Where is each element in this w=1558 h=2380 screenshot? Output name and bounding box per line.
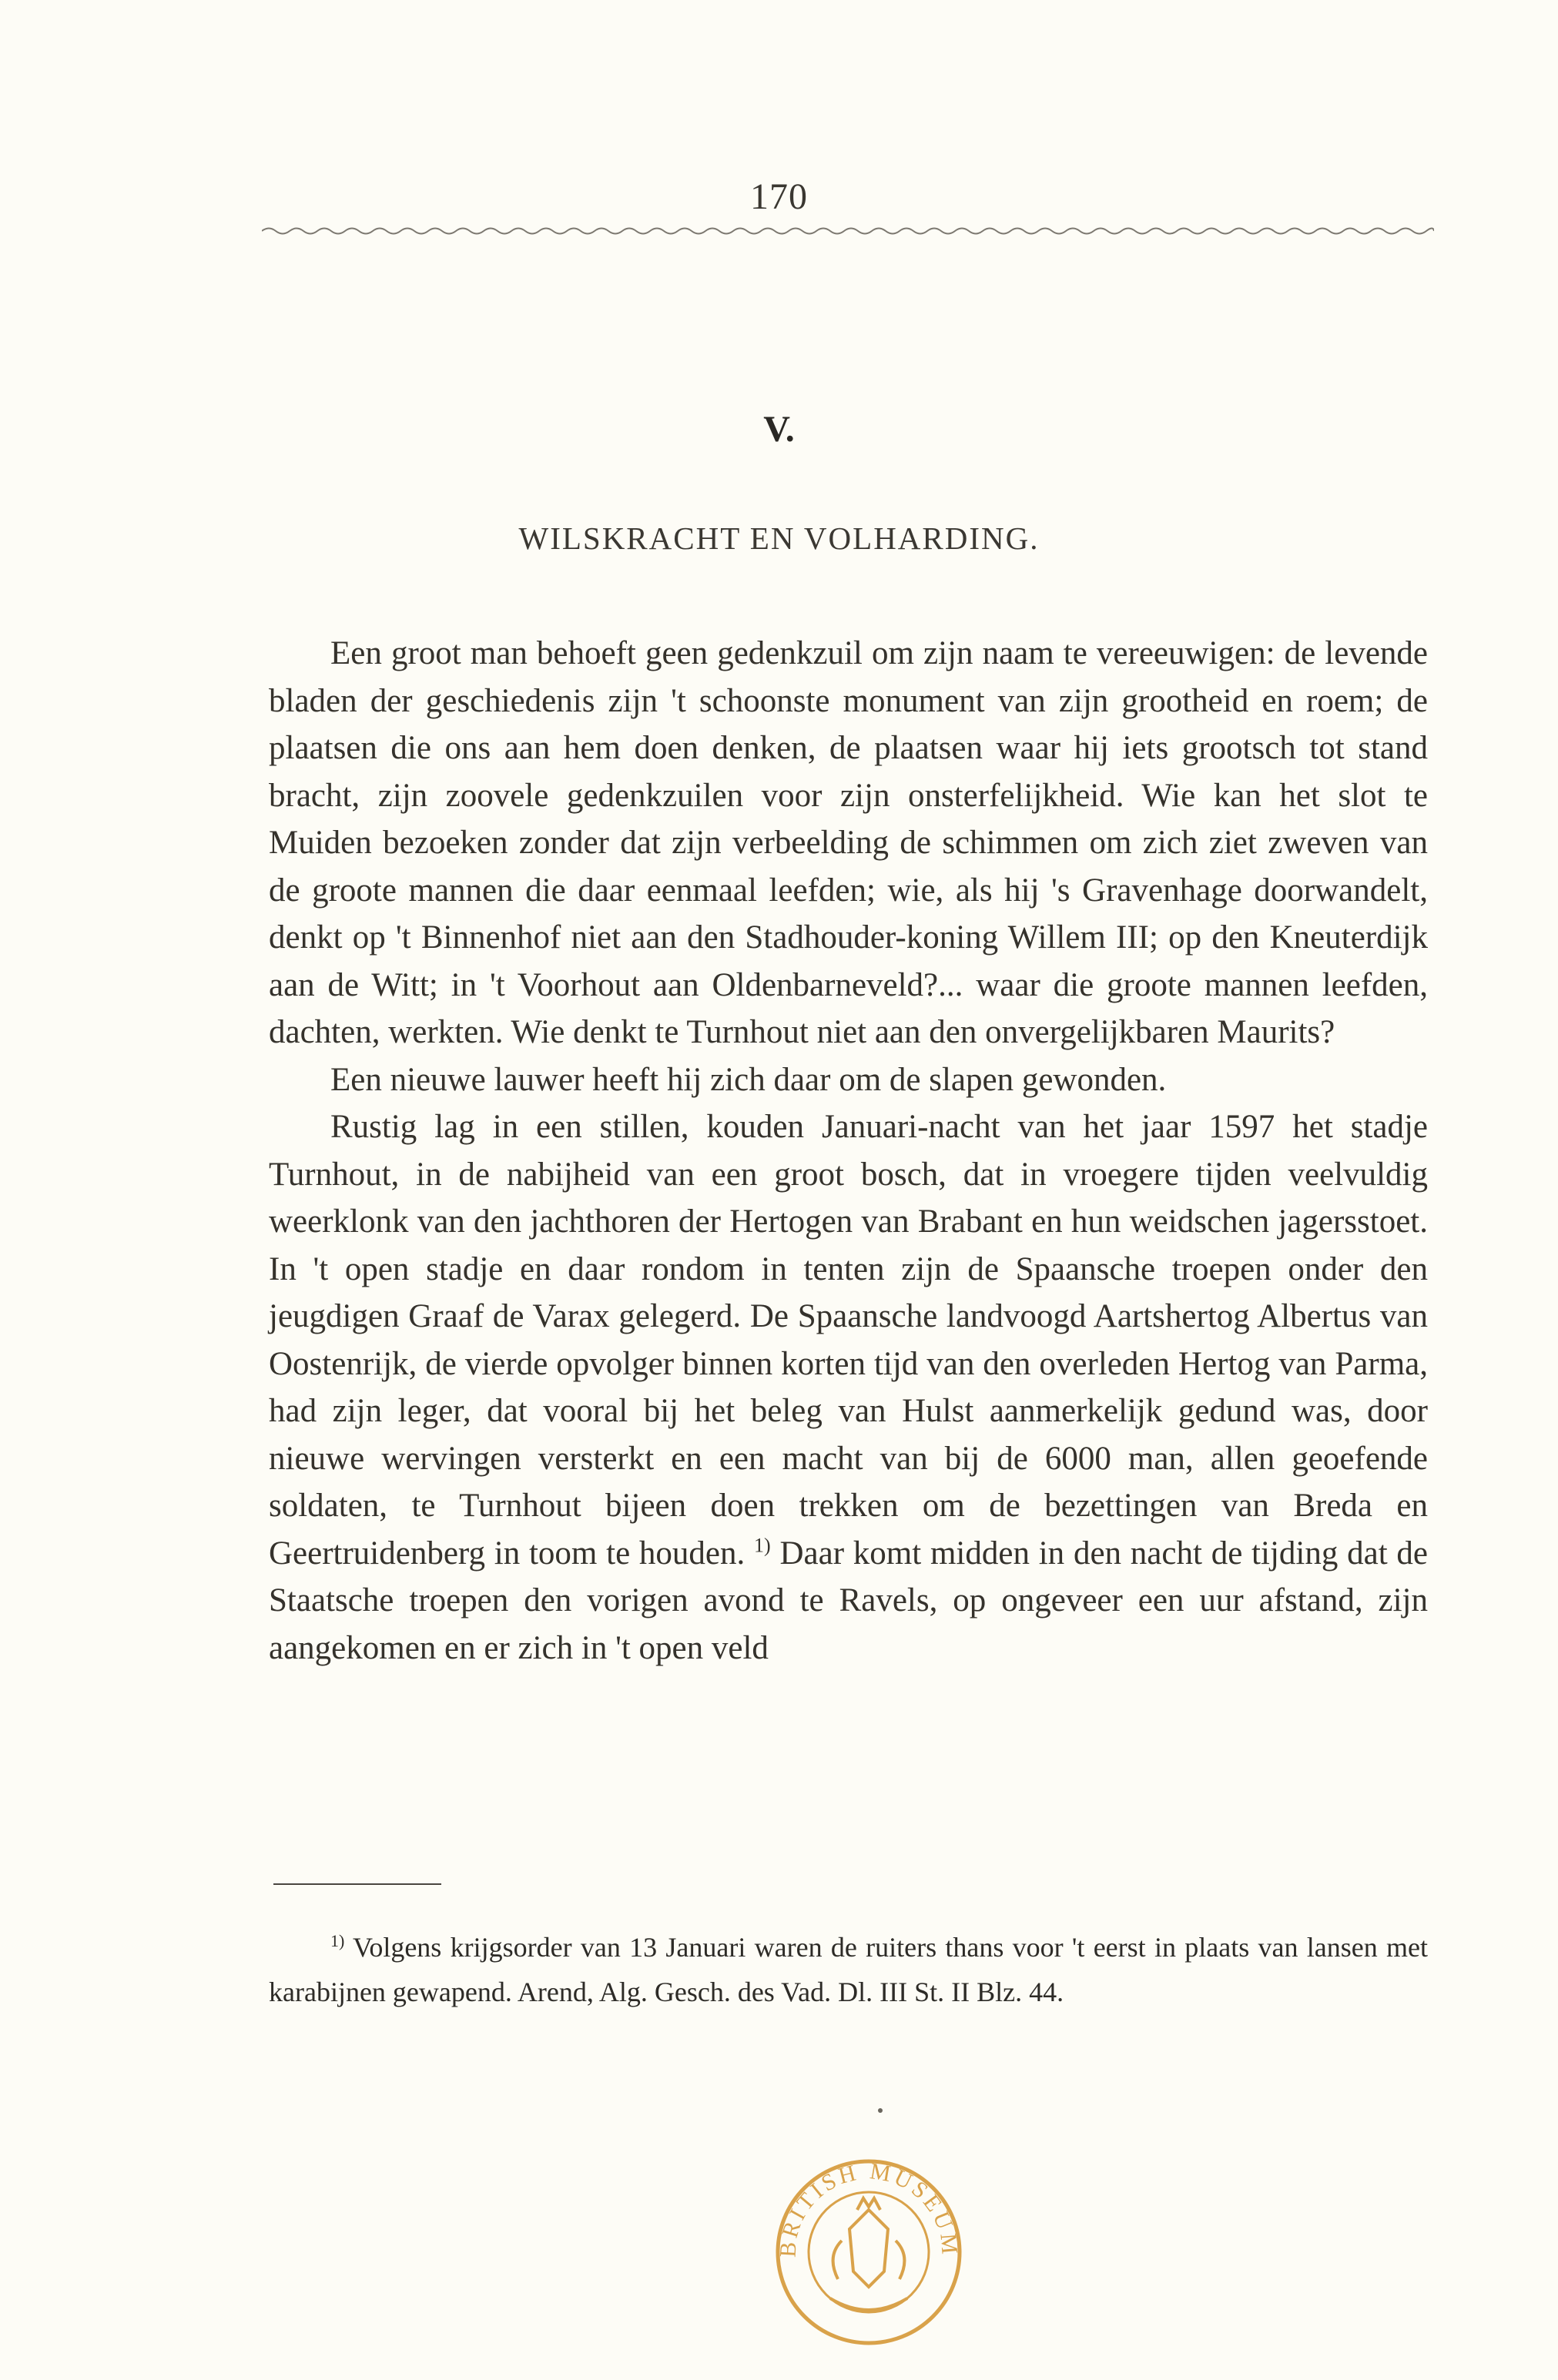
footnote-divider xyxy=(273,1883,441,1885)
page-number: 170 xyxy=(750,176,808,217)
library-stamp xyxy=(772,2156,965,2348)
stamp-text: BRITISH MUSEUM xyxy=(775,2158,963,2258)
chapter-title: WILSKRACHT EN VOLHARDING. xyxy=(518,521,1040,556)
decorative-rule xyxy=(262,225,1434,237)
footnote-marker: 1) xyxy=(330,1931,345,1950)
paragraph xyxy=(269,1103,1428,1672)
paragraph: Een nieuwe lauwer heeft hij zich daar om de slapen gewonden. xyxy=(330,1061,1167,1098)
footnote-reference: 1) xyxy=(754,1534,771,1557)
footnote xyxy=(269,1925,1428,2014)
paragraph-text: Rustig lag in een stillen, kouden Januari-nacht van het jaar 1597 het stadje Turnhout, in de nabijheid van een groot bosch, dat in vroegere tijden veelvuldig weerklonk van den jachthoren der Hertogen van Brabant en hun weidschen jagersstoet. In 't open stadje en daar rondom in tenten zijn de Spaansche troepen onder den jeugdigen Graaf de Varax gelegerd. De Spaansche landvoogd Aartshertog Albertus van Oostenrijk, de vierde opvolger binnen korten tijd van den overleden Hertog van Parma, had zijn leger, dat vooral bij het beleg van Hulst aanmerkelijk gedund was, door nieuwe wervingen versterkt en een macht van bij de 6000 man, allen geoefende soldaten, te Turnhout bijeen doen trekken om de bezettingen van Breda en Geertruidenberg in toom te houden. xyxy=(269,1109,1428,1572)
chapter-number: V. xyxy=(763,409,795,450)
paragraph-text: Daar komt midden in den nacht de tijding dat de Staatsche troepen den vorigen avond te Ravels, op ongeveer een uur afstand, zijn aangekomen en er zich in 't open veld xyxy=(269,1535,1428,1666)
body-text xyxy=(269,630,1428,1672)
paragraph: Een groot man behoeft geen gedenkzuil om zijn naam te vereeuwigen: de levende bladen der geschiedenis zijn 't schoonste monument van zijn grootheid en roem; de plaatsen die ons aan hem doen denken, de plaatsen waar hij iets grootsch tot stand bracht, zijn zoovele gedenkzuilen voor zijn onsterfelijkheid. Wie kan het slot te Muiden bezoeken zonder dat zijn verbeelding de schimmen om zich ziet zweven van de groote mannen die daar eenmaal leefden; wie, als hij 's Gravenhage doorwandelt, denkt op 't Binnenhof niet aan den Stadhouder-koning Willem III; op den Kneuterdijk aan de Witt; in 't Voorhout aan Oldenbarneveld?... waar die groote mannen leefden, dachten, werkten. Wie denkt te Turnhout niet aan den onvergelijkbaren Maurits? xyxy=(269,635,1428,1050)
footnote-text: Volgens krijgsorder van 13 Januari waren de ruiters thans voor 't eerst in plaats van lansen met karabijnen gewapend. Arend, Alg. Gesch. des Vad. Dl. III St. II Blz. 44. xyxy=(269,1932,1428,2007)
ink-speck xyxy=(878,2108,883,2113)
